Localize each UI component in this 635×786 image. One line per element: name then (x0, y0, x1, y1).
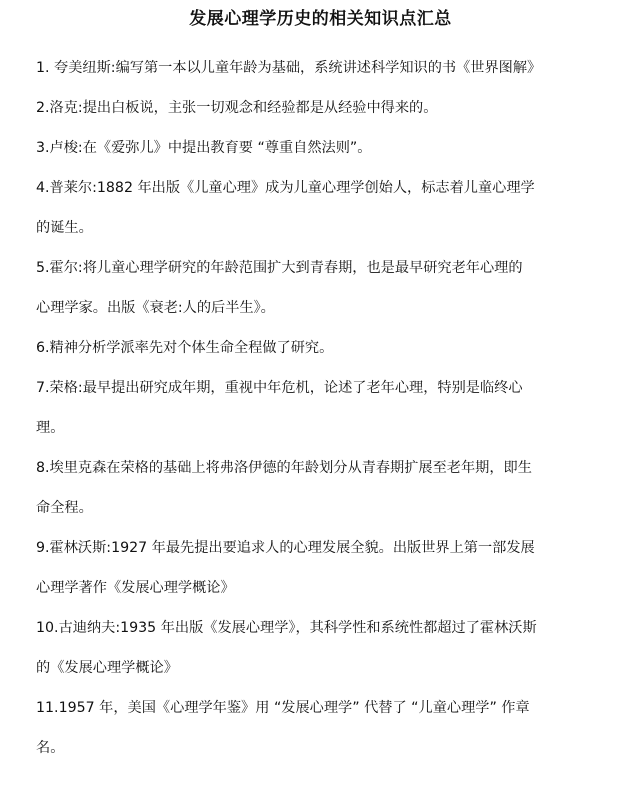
list-item (36, 168, 605, 248)
item-line: 心理学家。出版《衰老:人的后半生》。 (36, 300, 275, 316)
item-line: 命全程。 (36, 500, 93, 516)
item-line: 10.古迪纳夫:1935 年出版《发展心理学》，其科学性和系统性都超过了霍林沃斯 (36, 620, 537, 636)
item-line: 的《发展心理学概论》 (36, 660, 178, 676)
page-title: 发展心理学历史的相关知识点汇总 (189, 9, 452, 29)
item-line: 1. 夸美纽斯:编写第一本以儿童年龄为基础，系统讲述科学知识的书《世界图解》 (36, 60, 542, 76)
item-line: 3.卢梭:在《爱弥儿》中提出教育要 “尊重自然法则”。 (36, 140, 372, 156)
item-line: 的诞生。 (36, 220, 93, 236)
item-line: 理。 (36, 420, 65, 436)
item-line: 2.洛克:提出白板说，主张一切观念和经验都是从经验中得来的。 (36, 100, 438, 116)
item-line: 名。 (36, 740, 65, 756)
list-item (36, 448, 605, 528)
list-item (36, 608, 605, 688)
item-line: 9.霍林沃斯:1927 年最先提出要追求人的心理发展全貌。出版世界上第一部发展 (36, 540, 535, 556)
list-item (36, 688, 605, 768)
item-line: 8.埃里克森在荣格的基础上将弗洛伊德的年龄划分从青春期扩展至老年期，即生 (36, 460, 532, 476)
list-item (36, 48, 605, 88)
knowledge-list (36, 48, 605, 768)
list-item (36, 248, 605, 328)
item-line: 7.荣格:最早提出研究成年期，重视中年危机，论述了老年心理，特别是临终心 (36, 380, 523, 396)
item-line: 5.霍尔:将儿童心理学研究的年龄范围扩大到青春期，也是最早研究老年心理的 (36, 260, 523, 276)
list-item (36, 328, 605, 368)
list-item (36, 528, 605, 608)
item-line: 6.精神分析学派率先对个体生命全程做了研究。 (36, 340, 334, 356)
list-item (36, 88, 605, 128)
list-item (36, 368, 605, 448)
item-line: 11.1957 年，美国《心理学年鉴》用 “发展心理学” 代替了 “儿童心理学” 作章 (36, 700, 530, 716)
item-line: 4.普莱尔:1882 年出版《儿童心理》成为儿童心理学创始人，标志着儿童心理学 (36, 180, 535, 196)
list-item (36, 128, 605, 168)
item-line: 心理学著作《发展心理学概论》 (36, 580, 235, 596)
